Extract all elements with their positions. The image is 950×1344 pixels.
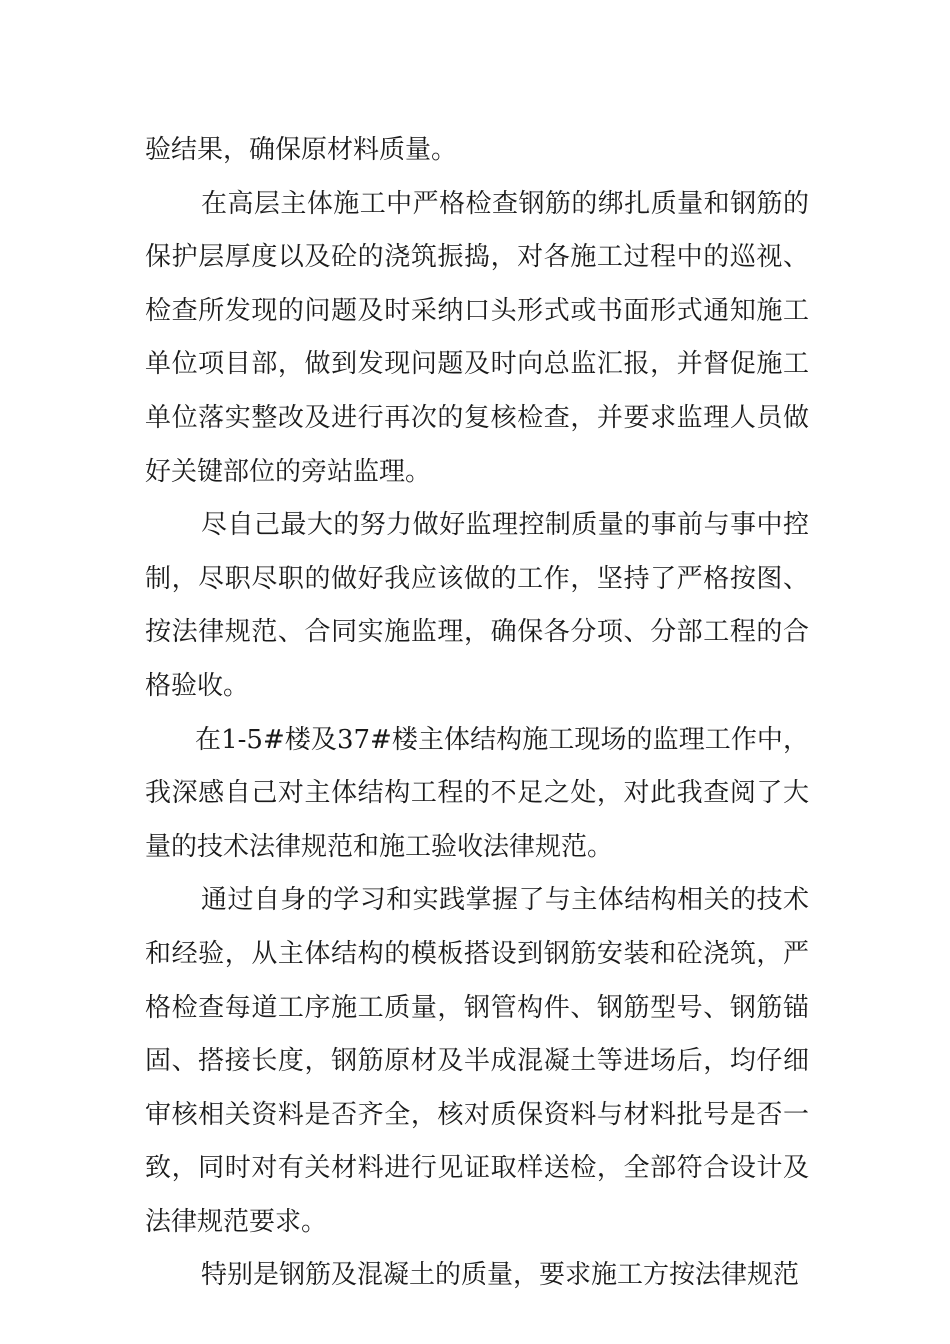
paragraph-concrete-quality: 特别是钢筋及混凝土的质量，要求施工方按法律规范	[201, 1260, 800, 1291]
paragraph-quality-control: 尽自己最大的努力做好监理控制质量的事前与事中控制，尽职尽职的做好我应该做的工作，坚持了严格按图、按法律规范、合同实施监理，确保各分项、分部工程的合格验收。	[145, 510, 809, 701]
paragraph-site-supervision: 在1-5#楼及37#楼主体结构施工现场的监理工作中，我深感自己对主体结构工程的不足之处，对此我查阅了大量的技术法律规范和施工验收法律规范。	[145, 724, 809, 862]
paragraph-learning-practice: 通过自身的学习和实践掌握了与主体结构相关的技术和经验，从主体结构的模板搭设到钢筋安装和砼浇筑，严格检查每道工序施工质量，钢管构件、钢筋型号、钢筋锚固、搭接长度，钢筋原材及半成混凝土等进场后，均仔细审核相关资料是否齐全，核对质保资料与材料批号是否一致，同时对有关材料进行见证取样送检，全部符合设计及法律规范要求。	[145, 885, 809, 1237]
paragraph-continuation: 验结果，确保原材料质量。	[145, 135, 458, 165]
paragraph-rebar-inspection: 在高层主体施工中严格检查钢筋的绑扎质量和钢筋的保护层厚度以及砼的浇筑振捣，对各施工过程中的巡视、检查所发现的问题及时采纳口头形式或书面形式通知施工单位项目部，做到发现问题及时向总监汇报，并督促施工单位落实整改及进行再次的复核检查，并要求监理人员做好关键部位的旁站监理。	[145, 188, 809, 487]
body-text	[145, 124, 809, 1303]
